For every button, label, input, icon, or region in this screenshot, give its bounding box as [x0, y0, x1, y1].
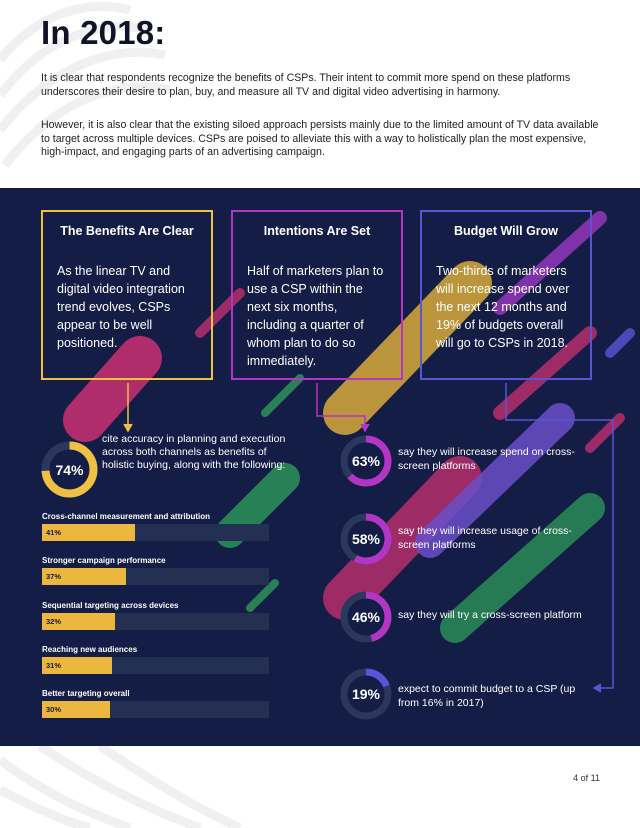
stat-donut: [339, 434, 393, 488]
stat-donut: [339, 512, 393, 566]
bar-row: [42, 689, 269, 718]
intentions-title: Intentions Are Set: [263, 224, 371, 238]
intro-paragraph-2: However, it is also clear that the existing siloed approach persists mainly due to the limited amount of TV data available to target across multiple devices. CSPs are poised to alleviate this with a way to holistically plan the most expensive, high-impact, and engaging parts of an advertising campaign.: [41, 119, 599, 159]
benefits-title: The Benefits Are Clear: [60, 224, 194, 238]
bar-value: 41%: [46, 528, 62, 537]
budget-box: [420, 210, 592, 380]
bar-label: Cross-channel measurement and attribution: [42, 512, 211, 521]
intentions-box: [231, 210, 403, 380]
bar-label: Sequential targeting across devices: [42, 601, 179, 610]
stat-donut-label: 19%: [351, 686, 381, 702]
stat-donut: [339, 667, 393, 721]
page-title: In 2018:: [41, 14, 166, 51]
stat-donut-label: 58%: [351, 531, 381, 547]
stat-donut-label: 63%: [351, 453, 381, 469]
benefits-donut-label: 74%: [55, 461, 84, 478]
benefits-description: cite accuracy in planning and execution across both channels as benefits of holistic buying, along with the following:: [102, 433, 286, 472]
stat-text: say they will increase spend on cross-screen platforms: [398, 446, 575, 472]
stat-text: say they will increase usage of cross-screen platforms: [398, 525, 572, 551]
infographic-panel: [0, 188, 640, 746]
bar-row: [42, 645, 269, 674]
bar-track: [42, 568, 269, 585]
stat-donut: [339, 590, 393, 644]
bar-row: [42, 601, 269, 630]
budget-text: Two-thirds of marketers will increase spend over the next 12 months and 19% of budgets overall will go to CSPs in 2018.: [436, 264, 570, 350]
bar-label: Stronger campaign performance: [42, 556, 166, 565]
budget-title: Budget Will Grow: [453, 224, 559, 238]
bar-row: [42, 512, 269, 541]
benefits-text: As the linear TV and digital video integration trend evolves, CSPs appear to be well positioned.: [57, 264, 185, 350]
benefits-donut: [40, 440, 99, 499]
bar-value: 31%: [46, 661, 62, 670]
page-number: 4 of 11: [573, 773, 600, 783]
stat-text: expect to commit budget to a CSP (up from 16% in 2017): [398, 683, 576, 709]
intentions-text: Half of marketers plan to use a CSP within the next six months, including a quarter of whom plan to do so immediately.: [247, 264, 384, 368]
bar-track: [42, 524, 269, 541]
bar-label: Better targeting overall: [42, 689, 130, 698]
stat-donut-label: 46%: [351, 609, 381, 625]
bar-value: 30%: [46, 705, 62, 714]
bar-track: [42, 613, 269, 630]
bar-value: 37%: [46, 572, 62, 581]
bar-track: [42, 701, 269, 718]
bar-row: [42, 556, 269, 585]
bar-label: Reaching new audiences: [42, 645, 138, 654]
benefits-box: [41, 210, 213, 380]
bar-track: [42, 657, 269, 674]
intro-paragraph-1: It is clear that respondents recognize the benefits of CSPs. Their intent to commit more spend on these platforms underscores their desire to plan, buy, and measure all TV and digital video advertising in harmony.: [41, 72, 571, 98]
stat-text: say they will try a cross-screen platform: [398, 609, 582, 621]
bar-value: 32%: [46, 617, 62, 626]
